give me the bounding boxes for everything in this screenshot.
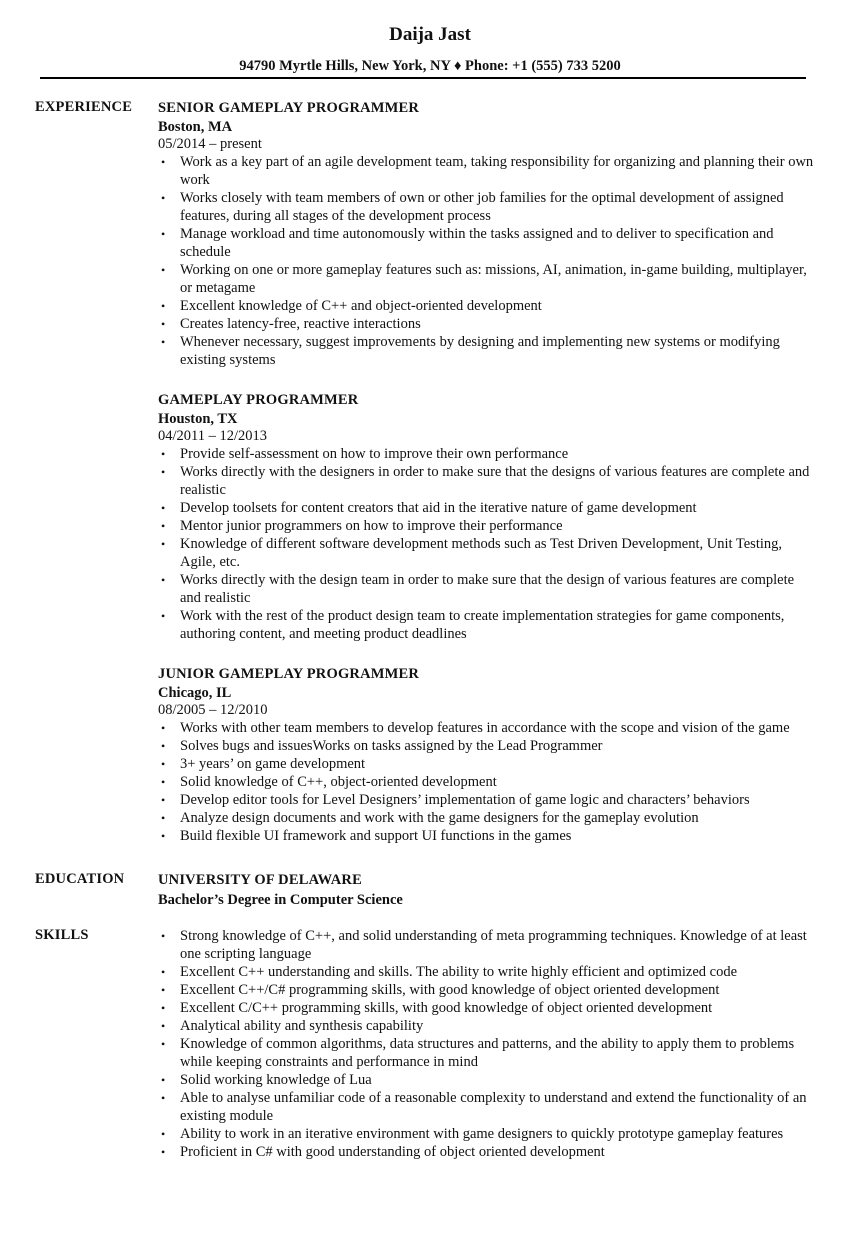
bullet-icon: • bbox=[161, 739, 166, 753]
job-title: JUNIOR GAMEPLAY PROGRAMMER bbox=[158, 666, 420, 682]
skill-text: Excellent C/C++ programming skills, with good knowledge of object oriented development bbox=[180, 1000, 713, 1016]
list-item bbox=[158, 297, 818, 315]
bullet-text: Solves bugs and issuesWorks on tasks assigned by the Lead Programmer bbox=[180, 738, 603, 754]
list-item bbox=[158, 1089, 818, 1125]
section-label-education: EDUCATION bbox=[35, 871, 125, 887]
job-location: Chicago, IL bbox=[158, 685, 232, 701]
bullet-icon: • bbox=[161, 299, 166, 313]
bullet-text: Work as a key part of an agile development team, taking responsibility for organizing and planning their own work bbox=[180, 154, 814, 188]
skill-text: Analytical ability and synthesis capability bbox=[180, 1018, 424, 1034]
list-item bbox=[158, 791, 818, 809]
bullet-text: Develop editor tools for Level Designers’ implementation of game logic and characters’ behaviors bbox=[180, 792, 750, 808]
list-item bbox=[158, 1125, 818, 1143]
bullet-icon: • bbox=[161, 1073, 166, 1087]
job-dates: 08/2005 – 12/2010 bbox=[158, 702, 268, 718]
bullet-icon: • bbox=[161, 1091, 166, 1105]
job-title: GAMEPLAY PROGRAMMER bbox=[158, 392, 359, 408]
skill-text: Excellent C++/C# programming skills, with good knowledge of object oriented development bbox=[180, 982, 720, 998]
bullet-icon: • bbox=[161, 965, 166, 979]
education-degree: Bachelor’s Degree in Computer Science bbox=[158, 892, 403, 908]
bullet-text: Creates latency-free, reactive interactions bbox=[180, 316, 421, 332]
skill-text: Proficient in C# with good understanding of object oriented development bbox=[180, 1144, 605, 1160]
education-entry bbox=[158, 871, 818, 909]
bullet-text: Analyze design documents and work with the game designers for the gameplay evolution bbox=[180, 810, 699, 826]
bullet-text: Develop toolsets for content creators that aid in the iterative nature of game development bbox=[180, 500, 697, 516]
list-item bbox=[158, 571, 818, 607]
bullet-icon: • bbox=[161, 609, 166, 623]
bullet-icon: • bbox=[161, 501, 166, 515]
list-item bbox=[158, 333, 818, 369]
bullet-icon: • bbox=[161, 1019, 166, 1033]
bullet-icon: • bbox=[161, 447, 166, 461]
job-dates: 04/2011 – 12/2013 bbox=[158, 428, 268, 444]
list-item bbox=[158, 315, 818, 333]
list-item bbox=[158, 719, 818, 737]
job-dates: 05/2014 – present bbox=[158, 136, 262, 152]
job-entry bbox=[158, 665, 818, 845]
list-item bbox=[158, 499, 818, 517]
job-location: Houston, TX bbox=[158, 411, 238, 427]
skills-entry bbox=[158, 927, 818, 1161]
bullet-text: Mentor junior programmers on how to improve their performance bbox=[180, 518, 563, 534]
bullet-text: Provide self-assessment on how to improve their own performance bbox=[180, 446, 569, 462]
bullet-icon: • bbox=[161, 155, 166, 169]
bullet-text: Whenever necessary, suggest improvements by designing and implementing new systems or modifying existing systems bbox=[180, 334, 780, 368]
job-bullets bbox=[158, 445, 818, 643]
bullet-icon: • bbox=[161, 519, 166, 533]
job-location: Boston, MA bbox=[158, 119, 233, 135]
list-item bbox=[158, 225, 818, 261]
skills-list bbox=[158, 927, 818, 1161]
bullet-text: Works with other team members to develop features in accordance with the scope and vision of the game bbox=[180, 720, 790, 736]
bullet-icon: • bbox=[161, 1127, 166, 1141]
list-item bbox=[158, 773, 818, 791]
skill-text: Ability to work in an iterative environment with game designers to quickly prototype gameplay features bbox=[180, 1126, 784, 1142]
list-item bbox=[158, 1017, 818, 1035]
job-bullets bbox=[158, 719, 818, 845]
job-bullets bbox=[158, 153, 818, 369]
bullet-text: Build flexible UI framework and support UI functions in the games bbox=[180, 828, 572, 844]
bullet-text: Manage workload and time autonomously within the tasks assigned and to deliver to specification and schedule bbox=[180, 226, 774, 260]
bullet-icon: • bbox=[161, 317, 166, 331]
bullet-text: Solid knowledge of C++, object-oriented development bbox=[180, 774, 497, 790]
bullet-icon: • bbox=[161, 1037, 166, 1051]
list-item bbox=[158, 927, 818, 963]
bullet-text: Works closely with team members of own or other job families for the optimal development of assigned features, during all stages of the development process bbox=[180, 190, 784, 224]
list-item bbox=[158, 1143, 818, 1161]
list-item bbox=[158, 737, 818, 755]
bullet-icon: • bbox=[161, 335, 166, 349]
bullet-icon: • bbox=[161, 465, 166, 479]
bullet-icon: • bbox=[161, 721, 166, 735]
list-item bbox=[158, 463, 818, 499]
bullet-text: Knowledge of different software development methods such as Test Driven Development, Unit Testing, Agile, etc. bbox=[180, 536, 782, 570]
bullet-icon: • bbox=[161, 811, 166, 825]
list-item bbox=[158, 535, 818, 571]
skill-text: Solid working knowledge of Lua bbox=[180, 1072, 372, 1088]
list-item bbox=[158, 755, 818, 773]
list-item bbox=[158, 981, 818, 999]
bullet-icon: • bbox=[161, 537, 166, 551]
bullet-icon: • bbox=[161, 757, 166, 771]
education-school: UNIVERSITY OF DELAWARE bbox=[158, 872, 362, 888]
job-entry bbox=[158, 99, 818, 369]
bullet-icon: • bbox=[161, 793, 166, 807]
bullet-icon: • bbox=[161, 263, 166, 277]
bullet-icon: • bbox=[161, 191, 166, 205]
header-divider bbox=[40, 77, 806, 79]
list-item bbox=[158, 1035, 818, 1071]
job-entry bbox=[158, 391, 818, 643]
list-item bbox=[158, 827, 818, 845]
list-item bbox=[158, 261, 818, 297]
bullet-icon: • bbox=[161, 1001, 166, 1015]
contact-line: 94790 Myrtle Hills, New York, NY ♦ Phone: +1 (555) 733 5200 bbox=[239, 58, 621, 74]
bullet-text: Excellent knowledge of C++ and object-oriented development bbox=[180, 298, 542, 314]
list-item bbox=[158, 189, 818, 225]
job-title: SENIOR GAMEPLAY PROGRAMMER bbox=[158, 100, 420, 116]
bullet-icon: • bbox=[161, 829, 166, 843]
list-item bbox=[158, 963, 818, 981]
list-item bbox=[158, 607, 818, 643]
section-label-skills: SKILLS bbox=[35, 927, 89, 943]
bullet-text: 3+ years’ on game development bbox=[180, 756, 366, 772]
bullet-icon: • bbox=[161, 983, 166, 997]
skill-text: Strong knowledge of C++, and solid understanding of meta programming techniques. Knowledge of at least one scripting language bbox=[180, 928, 807, 962]
list-item bbox=[158, 445, 818, 463]
bullet-icon: • bbox=[161, 1145, 166, 1159]
skill-text: Excellent C++ understanding and skills. The ability to write highly efficient and optimized code bbox=[180, 964, 738, 980]
bullet-icon: • bbox=[161, 929, 166, 943]
bullet-text: Working on one or more gameplay features such as: missions, AI, animation, in-game building, multiplayer, or metagame bbox=[180, 262, 807, 296]
bullet-icon: • bbox=[161, 775, 166, 789]
list-item bbox=[158, 153, 818, 189]
bullet-text: Work with the rest of the product design team to create implementation strategies for game components, authoring content, and meeting product deadlines bbox=[180, 608, 785, 642]
skill-text: Knowledge of common algorithms, data structures and patterns, and the ability to apply them to problems while keeping constraints and performance in mind bbox=[180, 1036, 795, 1070]
skill-text: Able to analyse unfamiliar code of a reasonable complexity to understand and extend the functionality of an existing module bbox=[180, 1090, 807, 1124]
list-item bbox=[158, 999, 818, 1017]
bullet-icon: • bbox=[161, 227, 166, 241]
list-item bbox=[158, 809, 818, 827]
bullet-icon: • bbox=[161, 573, 166, 587]
bullet-text: Works directly with the designers in order to make sure that the designs of various features are complete and realistic bbox=[180, 464, 810, 498]
section-label-experience: EXPERIENCE bbox=[35, 99, 133, 115]
list-item bbox=[158, 1071, 818, 1089]
bullet-text: Works directly with the design team in order to make sure that the design of various features are complete and realistic bbox=[180, 572, 795, 606]
list-item bbox=[158, 517, 818, 535]
resume-name: Daija Jast bbox=[389, 24, 471, 45]
